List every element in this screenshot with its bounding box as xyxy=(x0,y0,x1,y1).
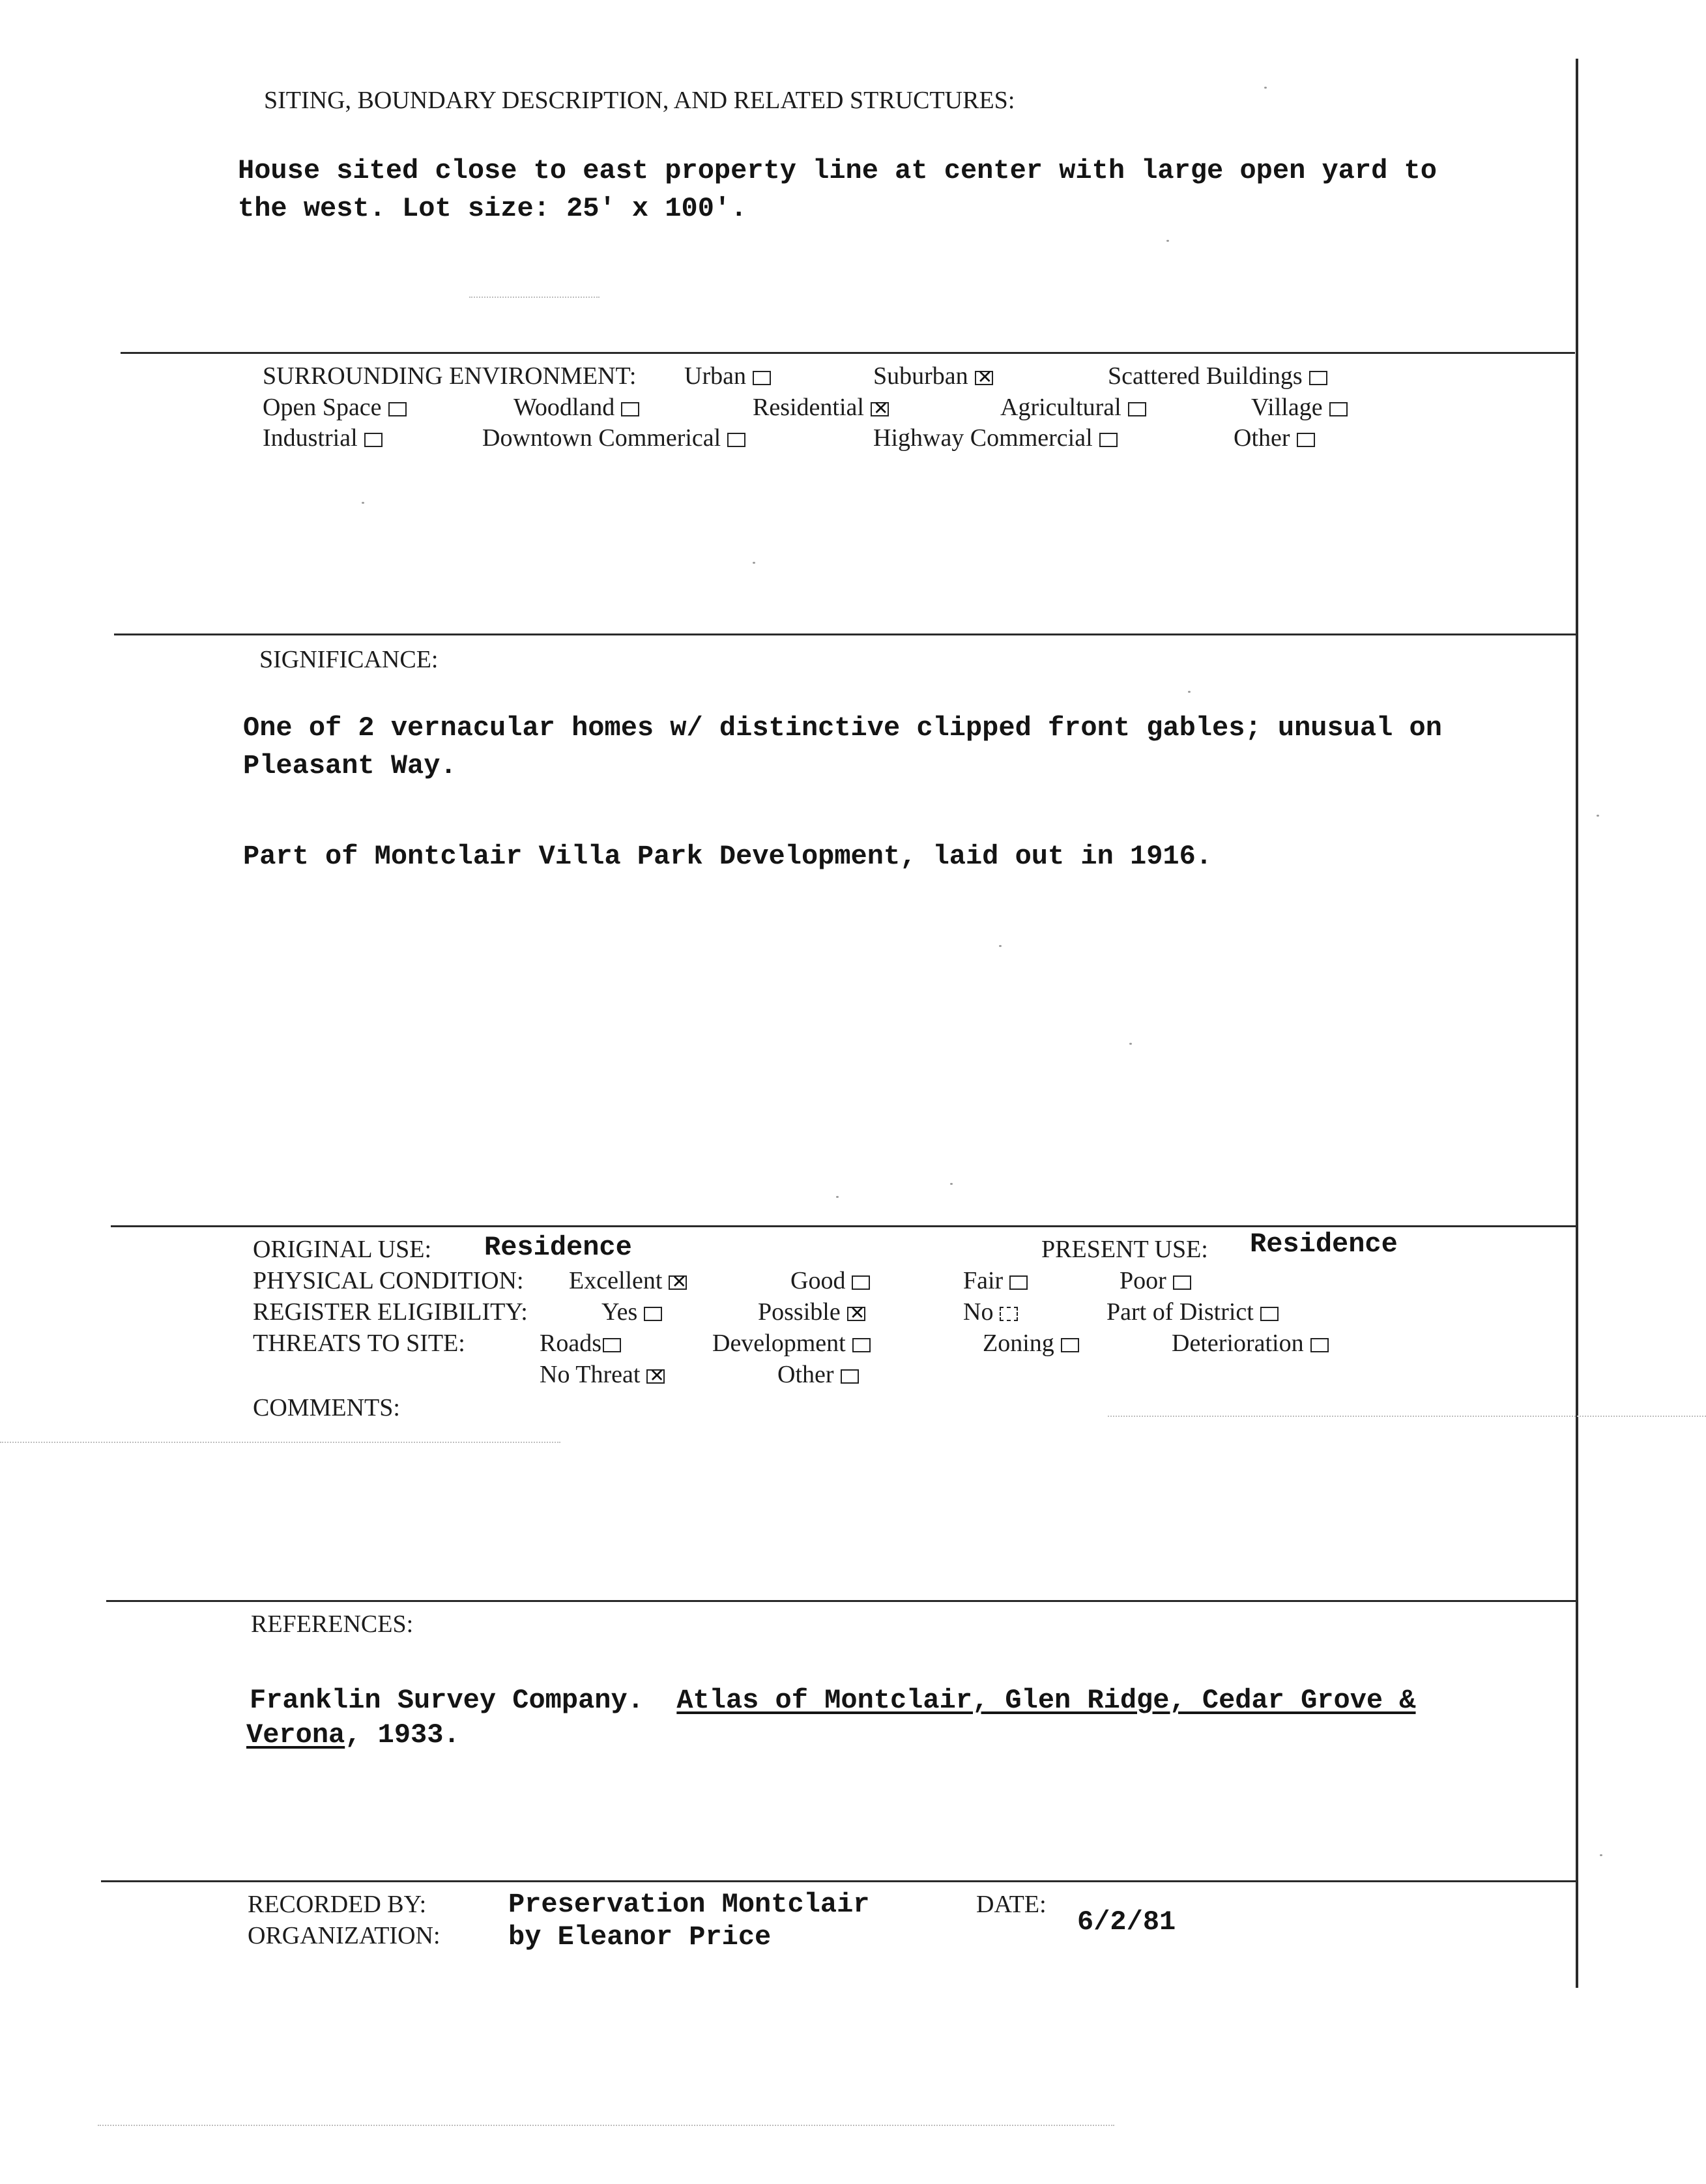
divider-use xyxy=(111,1225,1576,1227)
eligibility-no[interactable] xyxy=(963,1298,1018,1326)
eligibility-label: REGISTER ELIGIBILITY: xyxy=(253,1298,528,1326)
env-other-checkbox[interactable] xyxy=(1297,433,1315,447)
threat-deterioration-label: Deterioration xyxy=(1172,1330,1304,1357)
threat-roads-label: Roads xyxy=(540,1330,601,1357)
env-downtown-checkbox[interactable] xyxy=(727,433,745,447)
divider-references xyxy=(106,1600,1576,1602)
scan-speck xyxy=(836,1196,839,1198)
faint-scan-line xyxy=(469,297,600,298)
divider-recorded xyxy=(101,1880,1576,1882)
faint-scan-line xyxy=(98,2125,1114,2126)
env-option-village-label: Village xyxy=(1251,394,1323,421)
env-option-suburban-label: Suburban xyxy=(873,362,968,390)
env-option-open-space[interactable] xyxy=(263,393,407,422)
organization-value: by Eleanor Price xyxy=(508,1921,772,1953)
env-option-open-space-label: Open Space xyxy=(263,394,382,421)
env-option-scattered-label: Scattered Buildings xyxy=(1108,362,1303,390)
environment-label: SURROUNDING ENVIRONMENT: xyxy=(263,362,637,390)
significance-line-2: Pleasant Way. xyxy=(243,750,457,781)
threat-zoning-label: Zoning xyxy=(983,1330,1054,1357)
env-option-suburban[interactable] xyxy=(873,362,993,390)
significance-label: SIGNIFICANCE: xyxy=(259,646,439,673)
references-label: REFERENCES: xyxy=(251,1610,414,1638)
eligibility-possible-label: Possible xyxy=(758,1298,841,1326)
reference-author: Franklin Survey Company. xyxy=(250,1685,644,1716)
scan-speck xyxy=(1129,1043,1132,1045)
siting-text-line-2: the west. Lot size: 25' x 100'. xyxy=(238,193,747,224)
threat-no-threat[interactable] xyxy=(540,1360,665,1389)
eligibility-possible-checkbox[interactable] xyxy=(847,1307,865,1321)
env-woodland-checkbox[interactable] xyxy=(621,402,639,416)
scan-speck xyxy=(1188,691,1191,693)
env-option-scattered[interactable] xyxy=(1108,362,1327,390)
threat-other-label: Other xyxy=(777,1361,834,1388)
env-residential-checkbox[interactable] xyxy=(871,402,889,416)
reference-title-part-1: Atlas of Montclair, Glen Ridge, Cedar Grove & xyxy=(676,1685,1416,1716)
env-option-industrial[interactable] xyxy=(263,424,383,452)
condition-poor-checkbox[interactable] xyxy=(1173,1275,1191,1290)
original-use-label: ORIGINAL USE: xyxy=(253,1236,432,1263)
scan-speck xyxy=(1597,815,1599,817)
recorded-by-value: Preservation Montclair xyxy=(508,1889,870,1920)
condition-fair[interactable] xyxy=(963,1266,1028,1295)
comments-label: COMMENTS: xyxy=(253,1394,400,1421)
reference-entry-line-1 xyxy=(250,1685,1416,1716)
env-option-agricultural-label: Agricultural xyxy=(1000,394,1121,421)
condition-poor-label: Poor xyxy=(1120,1267,1166,1294)
env-agricultural-checkbox[interactable] xyxy=(1128,402,1146,416)
condition-fair-checkbox[interactable] xyxy=(1009,1275,1028,1290)
env-option-other-label: Other xyxy=(1234,424,1290,452)
divider-environment xyxy=(121,352,1575,354)
threats-label: THREATS TO SITE: xyxy=(253,1330,465,1357)
condition-good-label: Good xyxy=(790,1267,846,1294)
eligibility-district-checkbox[interactable] xyxy=(1260,1307,1279,1321)
condition-good-checkbox[interactable] xyxy=(852,1275,870,1290)
eligibility-district[interactable] xyxy=(1106,1298,1279,1326)
faint-scan-line xyxy=(1108,1416,1706,1417)
threat-development-label: Development xyxy=(712,1330,846,1357)
env-open-space-checkbox[interactable] xyxy=(388,402,407,416)
env-option-downtown[interactable] xyxy=(482,424,745,452)
present-use-label: PRESENT USE: xyxy=(1041,1236,1208,1263)
condition-label: PHYSICAL CONDITION: xyxy=(253,1267,524,1294)
condition-poor[interactable] xyxy=(1120,1266,1191,1295)
env-suburban-checkbox[interactable] xyxy=(975,371,993,385)
scan-speck xyxy=(753,562,755,564)
reference-entry-line-2 xyxy=(246,1719,460,1751)
threat-deterioration[interactable] xyxy=(1172,1329,1329,1358)
eligibility-yes[interactable] xyxy=(601,1298,662,1326)
eligibility-no-checkbox[interactable] xyxy=(1000,1307,1018,1321)
original-use-value: Residence xyxy=(484,1232,632,1263)
eligibility-district-label: Part of District xyxy=(1106,1298,1254,1326)
env-option-urban[interactable] xyxy=(684,362,771,390)
date-label: DATE: xyxy=(976,1891,1047,1918)
present-use-value: Residence xyxy=(1250,1229,1398,1260)
scan-speck xyxy=(1600,1854,1602,1856)
scan-speck xyxy=(950,1183,953,1185)
right-margin-rule xyxy=(1576,59,1578,1988)
env-option-highway-label: Highway Commercial xyxy=(873,424,1093,452)
env-option-residential-label: Residential xyxy=(753,394,864,421)
threat-roads-checkbox[interactable] xyxy=(603,1338,621,1352)
siting-label: SITING, BOUNDARY DESCRIPTION, AND RELATED STRUCTURES: xyxy=(264,87,1015,114)
env-scattered-checkbox[interactable] xyxy=(1309,371,1327,385)
env-option-other[interactable] xyxy=(1234,424,1315,452)
env-urban-checkbox[interactable] xyxy=(753,371,771,385)
reference-title-part-2: Verona xyxy=(246,1719,345,1751)
reference-year: , 1933. xyxy=(345,1719,460,1751)
threat-deterioration-checkbox[interactable] xyxy=(1310,1338,1329,1352)
recorded-by-label: RECORDED BY: xyxy=(248,1891,427,1918)
threat-other-checkbox[interactable] xyxy=(841,1369,859,1384)
eligibility-yes-label: Yes xyxy=(601,1298,638,1326)
env-highway-checkbox[interactable] xyxy=(1099,433,1118,447)
env-option-agricultural[interactable] xyxy=(1000,393,1146,422)
threat-zoning[interactable] xyxy=(983,1329,1079,1358)
env-option-residential[interactable] xyxy=(753,393,889,422)
env-option-woodland-label: Woodland xyxy=(513,394,615,421)
siting-text-line-1: House sited close to east property line at center with large open yard to xyxy=(238,155,1437,186)
eligibility-possible[interactable] xyxy=(758,1298,865,1326)
threat-no-threat-checkbox[interactable] xyxy=(646,1369,665,1384)
faint-scan-line xyxy=(0,1442,560,1443)
env-industrial-checkbox[interactable] xyxy=(364,433,383,447)
env-option-highway[interactable] xyxy=(873,424,1118,452)
env-option-industrial-label: Industrial xyxy=(263,424,358,452)
scan-speck xyxy=(1166,240,1169,242)
significance-line-3: Part of Montclair Villa Park Development, laid out in 1916. xyxy=(243,841,1213,872)
threat-roads[interactable] xyxy=(540,1329,621,1358)
scan-speck xyxy=(362,502,364,504)
threat-zoning-checkbox[interactable] xyxy=(1061,1338,1079,1352)
condition-excellent-label: Excellent xyxy=(569,1267,663,1294)
env-option-urban-label: Urban xyxy=(684,362,746,390)
eligibility-no-label: No xyxy=(963,1298,994,1326)
condition-excellent-checkbox[interactable] xyxy=(669,1275,687,1290)
scan-speck xyxy=(999,945,1002,947)
env-option-downtown-label: Downtown Commerical xyxy=(482,424,721,452)
scan-speck xyxy=(1264,87,1267,89)
condition-fair-label: Fair xyxy=(963,1267,1004,1294)
threat-other[interactable] xyxy=(777,1360,859,1389)
threat-development-checkbox[interactable] xyxy=(852,1338,871,1352)
date-value: 6/2/81 xyxy=(1077,1906,1176,1938)
env-option-woodland[interactable] xyxy=(513,393,639,422)
env-option-village[interactable] xyxy=(1251,393,1348,422)
env-village-checkbox[interactable] xyxy=(1329,402,1348,416)
condition-good[interactable] xyxy=(790,1266,870,1295)
significance-line-1: One of 2 vernacular homes w/ distinctive clipped front gables; unusual on xyxy=(243,712,1442,744)
divider-significance xyxy=(114,633,1576,635)
threat-no-threat-label: No Threat xyxy=(540,1361,641,1388)
threat-development[interactable] xyxy=(712,1329,871,1358)
condition-excellent[interactable] xyxy=(569,1266,687,1295)
organization-label: ORGANIZATION: xyxy=(248,1922,441,1949)
eligibility-yes-checkbox[interactable] xyxy=(644,1307,662,1321)
